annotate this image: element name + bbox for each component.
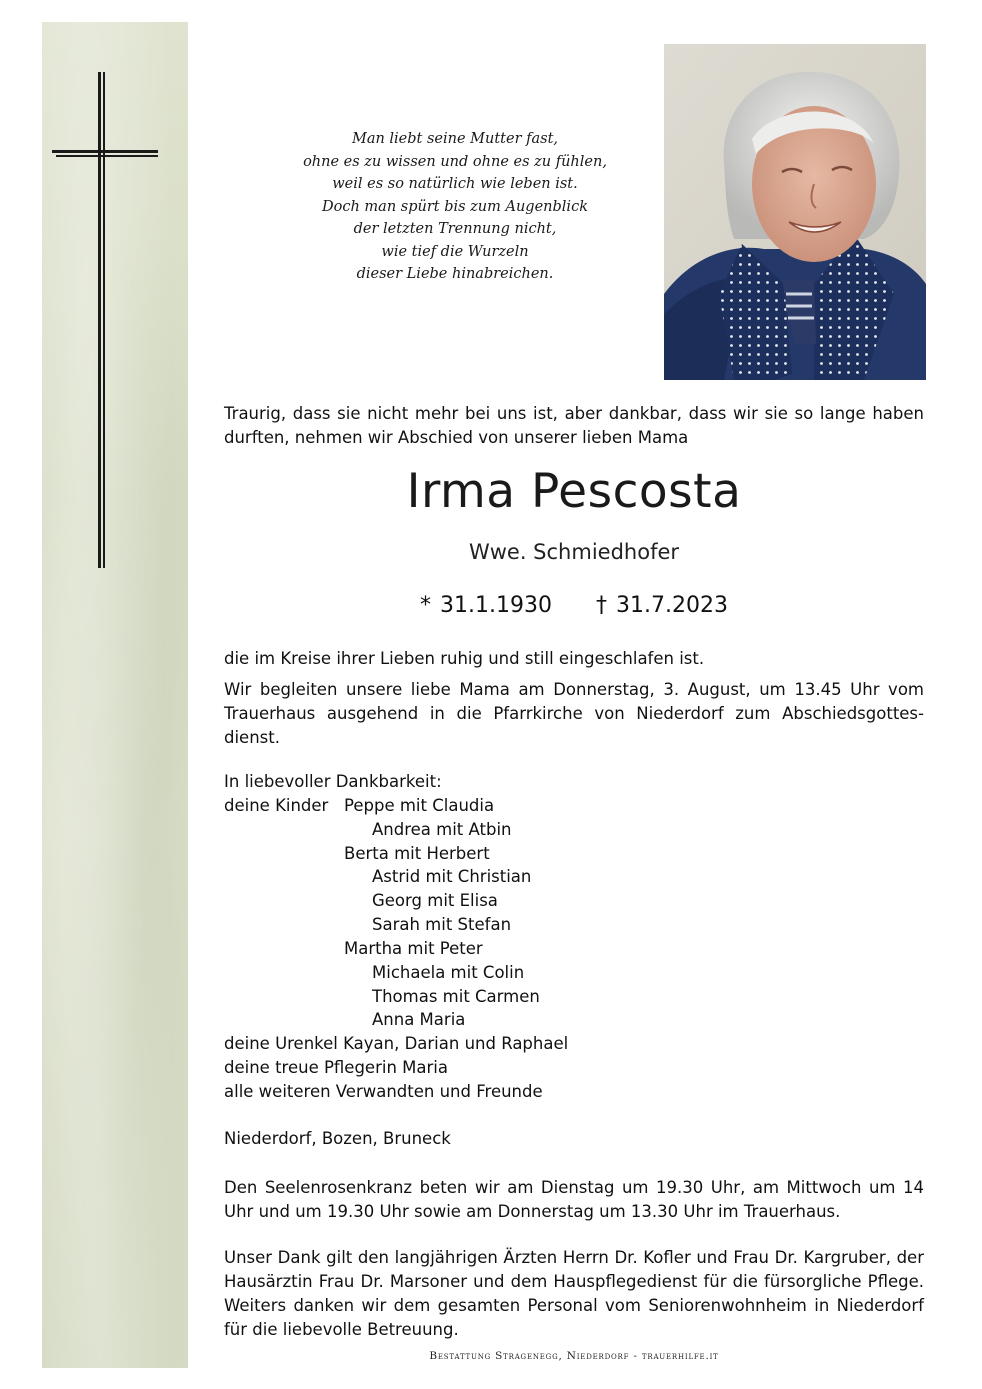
mourners-heading: In liebevoller Dankbarkeit:	[224, 772, 442, 791]
children-label: deine Kinder	[224, 795, 329, 815]
quote-line: der letzten Trennung nicht,	[353, 221, 557, 237]
funeral-text: Wir begleiten unsere liebe Mama am Donnerstag, 3. August, um 13.45 Uhr vom Trauerhaus ausgehend in die Pfarrkirche von Niederdorf zum Abschiedsgottes-dienst.	[224, 680, 924, 747]
memorial-quote	[290, 128, 620, 286]
child-entry: Berta mit Herbert	[344, 843, 490, 863]
quote-line: wie tief die Wurzeln	[381, 243, 529, 260]
grandchild-entry: Thomas mit Carmen	[372, 986, 540, 1006]
grandchild-entry: Georg mit Elisa	[372, 891, 498, 911]
grandchild-entry: Michaela mit Colin	[372, 962, 525, 982]
funeral-home-footer: Bestattung Stragenegg, Niederdorf - trauerhilfe.it	[429, 1350, 719, 1362]
portrait-photo	[664, 44, 926, 380]
life-dates	[224, 591, 924, 621]
places-text: Niederdorf, Bozen, Bruneck	[224, 1129, 451, 1148]
grandchild-entry: Anna Maria	[372, 1010, 466, 1030]
other-mourners-entry: deine Urenkel Kayan, Darian und Raphael	[224, 1034, 569, 1054]
passing-text: die im Kreise ihrer Lieben ruhig und still eingeschlafen ist.	[224, 649, 705, 668]
grandchild-entry: Sarah mit Stefan	[372, 915, 512, 935]
deceased-widow-of: Wwe. Schmiedhofer	[468, 540, 680, 564]
intro-text: Traurig, dass sie nicht mehr bei uns ist, aber dankbar, dass wir sie so lange haben durften, nehmen wir Abschied von unserer lieben Mama	[224, 404, 924, 447]
thanks-text: Unser Dank gilt den langjährigen Ärzten Herrn Dr. Kofler und Frau Dr. Kargruber, der Hausärztin Frau Dr. Marsoner und dem Hauspflegedienst für die fürsorgliche Pflege. Weiters danken wir dem gesamten Personal vom Seniorenwohnheim in Niederdorf für die liebevolle Betreuung.	[224, 1248, 924, 1339]
other-mourners-entry: deine treue Pflegerin Maria	[224, 1058, 448, 1078]
quote-line: dieser Liebe hinabreichen.	[356, 266, 554, 282]
quote-line: ohne es zu wissen und ohne es zu fühlen,	[303, 153, 607, 170]
child-entry: Martha mit Peter	[344, 938, 483, 958]
quote-line: Man liebt seine Mutter fast,	[351, 131, 559, 147]
quote-line: weil es so natürlich wie leben ist.	[332, 176, 578, 192]
deceased-name: Irma Pescosta	[406, 464, 742, 519]
quote-line: Doch man spürt bis zum Augenblick	[322, 198, 588, 215]
grandchild-entry: Astrid mit Christian	[372, 867, 532, 887]
cross-icon	[52, 72, 162, 568]
grandchild-entry: Andrea mit Atbin	[372, 819, 512, 839]
child-entry: Peppe mit Claudia	[344, 795, 495, 815]
rosary-text: Den Seelenrosenkranz beten wir am Dienstag um 19.30 Uhr, am Mittwoch um 14 Uhr und um 19.30 Uhr sowie am Donnerstag um 13.30 Uhr im Trauerhaus.	[224, 1178, 924, 1221]
death-date: † 31.7.2023	[596, 593, 728, 618]
other-mourners-entry: alle weiteren Verwandten und Freunde	[224, 1081, 543, 1101]
birth-date: * 31.1.1930	[420, 593, 552, 618]
